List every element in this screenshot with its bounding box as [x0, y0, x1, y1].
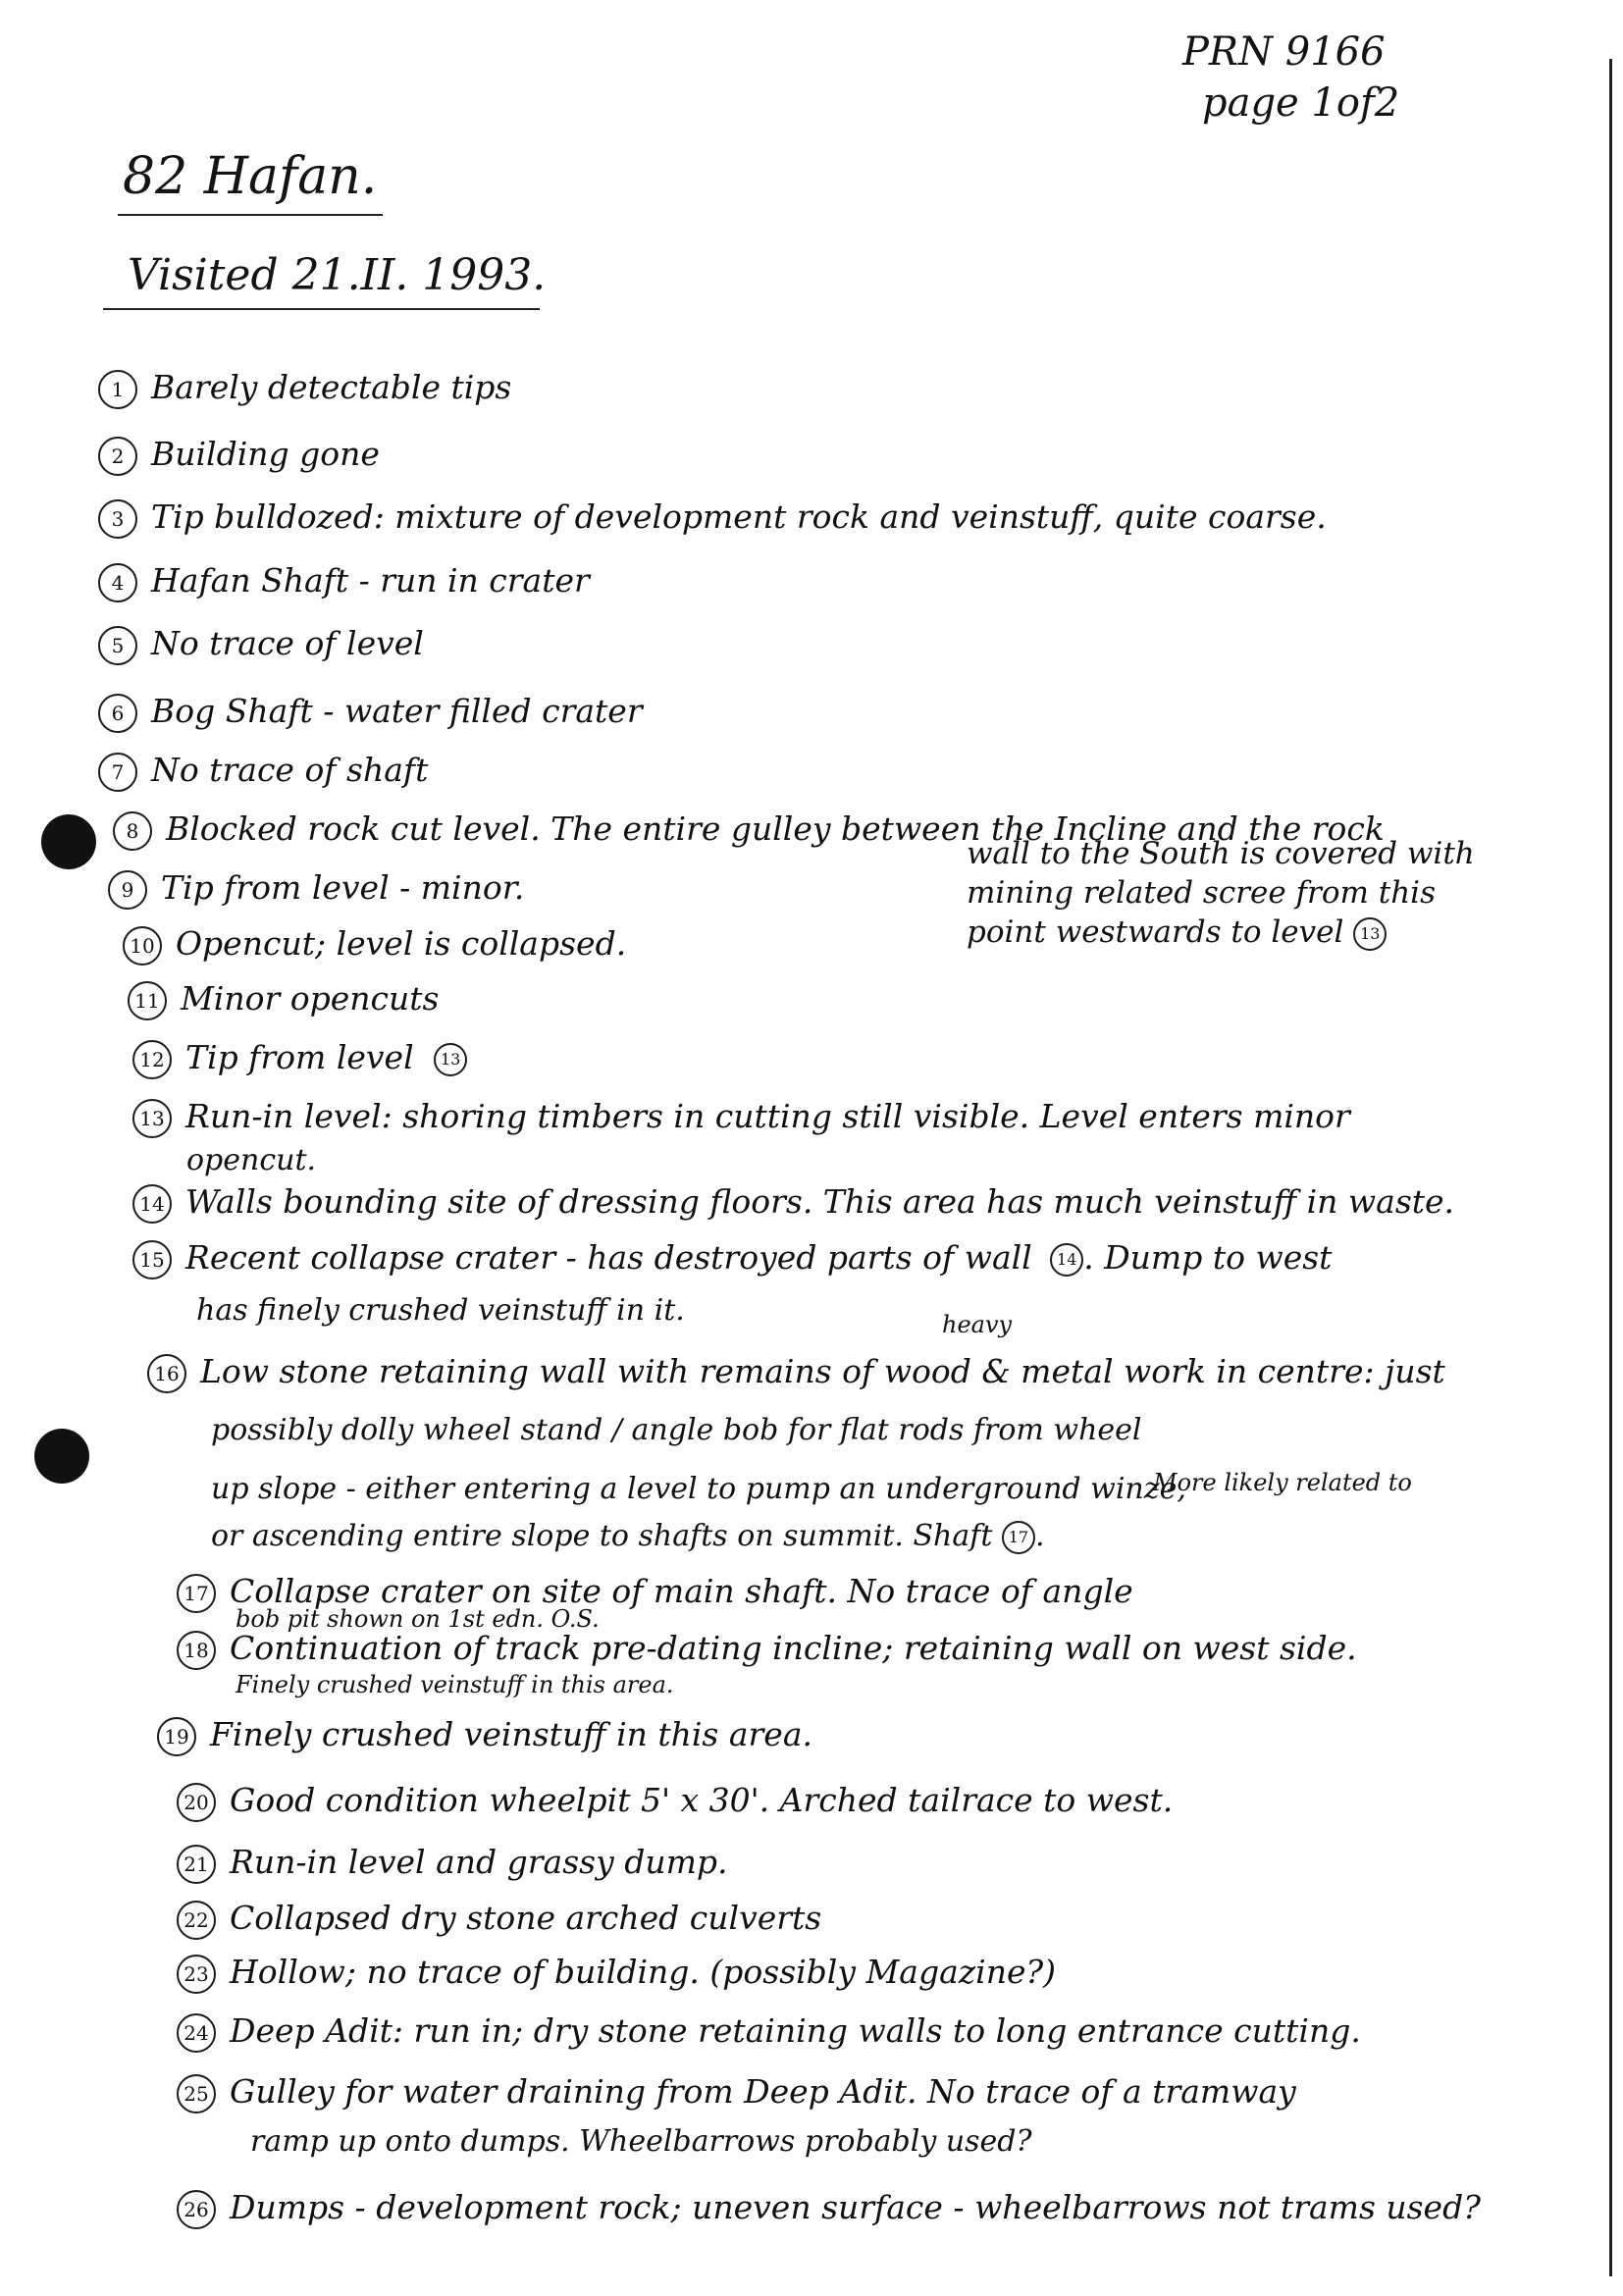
note-text: Continuation of track pre-dating incline; retaining wall on west side.	[230, 1629, 1357, 1667]
note-item	[177, 2011, 1361, 2053]
note-number: 1	[98, 370, 137, 409]
note-text: Walls bounding site of dressing floors. This area has much veinstuff in waste.	[185, 1182, 1455, 1221]
note-text: Recent collapse crater - has destroyed parts of wall	[185, 1238, 1032, 1277]
note-text: Run-in level: shoring timbers in cutting still visible. Level enters minor	[185, 1097, 1350, 1135]
note-text: Bog Shaft - water filled crater	[151, 692, 643, 730]
note-number: 7	[98, 753, 137, 792]
note-number: 22	[177, 1901, 216, 1940]
note-number: 13	[132, 1099, 172, 1138]
note-text: Blocked rock cut level. The entire gulley between the Incline and the rock	[166, 809, 1385, 848]
note-item	[177, 1781, 1173, 1822]
note-item	[147, 1352, 1445, 1393]
note-text: Collapsed dry stone arched culverts	[230, 1899, 822, 1937]
note-text: Low stone retaining wall with remains of wood & metal work in centre: just	[200, 1352, 1445, 1390]
note-reference: 13	[434, 1043, 467, 1076]
note-number: 21	[177, 1845, 216, 1884]
note-15-continuation: has finely crushed veinstuff in it.	[196, 1293, 685, 1328]
note-text: Deep Adit: run in; dry stone retaining walls to long entrance cutting.	[230, 2011, 1361, 2050]
note-number: 19	[157, 1717, 196, 1756]
note-16-continuation-2: up slope - either entering a level to pump an underground winze,	[211, 1472, 1186, 1506]
note-item	[177, 2072, 1296, 2113]
note-text: Tip from level	[185, 1038, 414, 1076]
visit-date-underline	[103, 308, 540, 310]
note-number: 25	[177, 2074, 216, 2113]
note-number: 8	[113, 811, 152, 851]
note-16-more-likely: More likely related to	[1153, 1469, 1412, 1496]
note-item	[177, 1629, 1357, 1670]
note-number: 24	[177, 2013, 216, 2053]
note-reference: 13	[1353, 917, 1387, 951]
note-text: Hafan Shaft - run in crater	[151, 561, 590, 600]
note-number: 18	[177, 1631, 216, 1670]
note-number: 23	[177, 1955, 216, 1994]
page-number: page 1of2	[1202, 80, 1400, 126]
note-number: 11	[128, 981, 167, 1020]
note-item	[98, 435, 380, 476]
note-number: 20	[177, 1783, 216, 1822]
note-text: No trace of shaft	[151, 751, 429, 789]
note-number: 17	[177, 1574, 216, 1613]
note-item	[177, 2188, 1481, 2229]
note-25-continuation: ramp up onto dumps. Wheelbarrows probably used?	[250, 2124, 1032, 2159]
note-item	[177, 1843, 728, 1884]
reference-number: PRN 9166	[1182, 29, 1386, 75]
note-text: Barely detectable tips	[151, 368, 512, 406]
note-text: Opencut; level is collapsed.	[176, 924, 627, 963]
note-number: 6	[98, 694, 137, 733]
note-text: Collapse crater on site of main shaft. No trace of angle	[230, 1572, 1133, 1610]
note-item	[98, 692, 643, 733]
note-16-insertion: heavy	[942, 1311, 1013, 1338]
note-item	[108, 868, 524, 910]
punch-hole-top	[41, 814, 96, 869]
note-text: Tip from level - minor.	[161, 868, 525, 907]
note-18-continuation: Finely crushed veinstuff in this area.	[236, 1671, 674, 1698]
note-item	[98, 497, 1327, 539]
note-number: 9	[108, 870, 147, 910]
note-reference: 14	[1050, 1243, 1083, 1277]
note-item	[98, 561, 590, 602]
note-number: 3	[98, 499, 137, 539]
note-number: 5	[98, 626, 137, 665]
note-text: Finely crushed veinstuff in this area.	[210, 1715, 812, 1753]
note-number: 12	[132, 1040, 172, 1079]
note-item	[123, 924, 626, 965]
note-text: Gulley for water draining from Deep Adit. No trace of a tramway	[230, 2072, 1296, 2111]
note-item: 15 Recent collapse crater - has destroyed parts of wall 14 . Dump to west	[132, 1238, 1332, 1279]
note-item	[128, 979, 439, 1020]
note-item	[132, 1097, 1350, 1138]
note-number: 26	[177, 2190, 216, 2229]
punch-hole-bottom	[34, 1429, 89, 1484]
page-edge-line	[1609, 59, 1612, 2276]
note-text: Run-in level and grassy dump.	[230, 1843, 728, 1881]
note-17-continuation: bob pit shown on 1st edn. O.S.	[236, 1605, 600, 1633]
note-text: Dumps - development rock; uneven surface - wheelbarrows not trams used?	[230, 2188, 1481, 2226]
note-item	[132, 1182, 1454, 1224]
note-number: 15	[132, 1240, 172, 1279]
note-13-continuation: opencut.	[186, 1143, 317, 1177]
note-16-continuation-1: possibly dolly wheel stand / angle bob for flat rods from wheel	[211, 1413, 1142, 1447]
page-title: 82 Hafan.	[123, 147, 378, 206]
note-item	[132, 1038, 467, 1079]
note-text: Minor opencuts	[181, 979, 440, 1018]
note-16-continuation-3: or ascending entire slope to shafts on summit. Shaft 17 .	[211, 1519, 1045, 1553]
note-item	[98, 368, 511, 409]
note-text: Hollow; no trace of building. (possibly Magazine?)	[230, 1953, 1057, 1991]
visit-date: Visited 21.II. 1993.	[128, 250, 547, 300]
note-reference: 17	[1002, 1521, 1035, 1554]
note-text: Tip bulldozed: mixture of development rock and veinstuff, quite coarse.	[151, 497, 1327, 536]
note-item	[177, 1899, 821, 1940]
note-item	[157, 1715, 812, 1756]
note-number: 2	[98, 437, 137, 476]
note-text: Good condition wheelpit 5' x 30'. Arched tailrace to west.	[230, 1781, 1174, 1819]
note-item	[98, 624, 424, 665]
note-item	[177, 1953, 1056, 1994]
note-number: 4	[98, 563, 137, 602]
note-text: No trace of level	[151, 624, 424, 662]
note-number: 16	[147, 1354, 186, 1393]
note-item	[98, 751, 428, 792]
note-text: Building gone	[151, 435, 380, 473]
title-underline	[118, 214, 383, 216]
note-8-continuation: wall to the South is covered with mining related scree from this point westwards to level 13	[967, 836, 1475, 950]
note-number: 10	[123, 926, 162, 965]
note-number: 14	[132, 1184, 172, 1224]
